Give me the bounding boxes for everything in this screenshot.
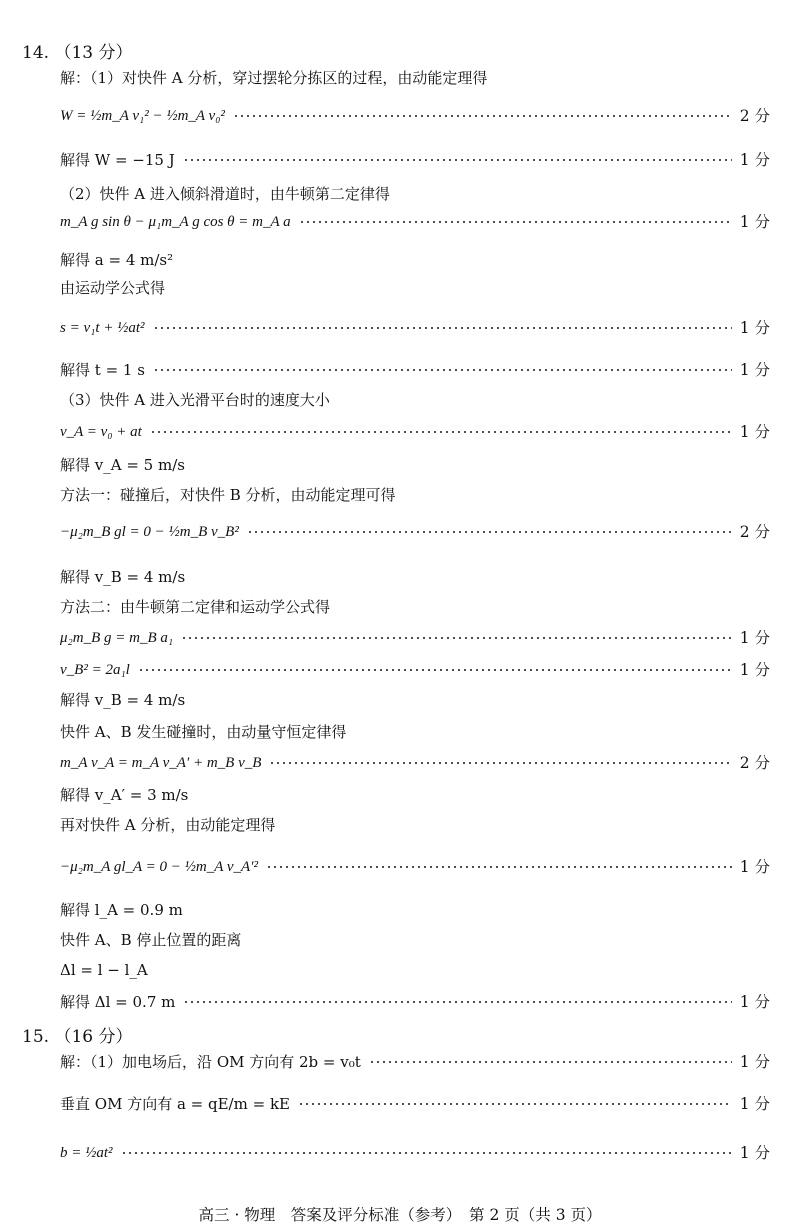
q14-line <box>60 422 770 442</box>
q15-number: 15. <box>22 1027 50 1047</box>
dot-leader <box>299 221 732 223</box>
dot-leader <box>153 369 732 371</box>
score-value: 1 分 <box>739 1095 770 1113</box>
q14-line <box>60 278 770 298</box>
solution-text: 解得 a = 4 m/s² <box>60 251 174 269</box>
dot-leader <box>153 327 732 329</box>
q14-line <box>60 360 770 380</box>
q14-line <box>60 628 770 648</box>
q14-number: 14. <box>22 43 50 63</box>
score-value: 1 分 <box>739 423 770 441</box>
q14-line <box>60 785 770 805</box>
score-value: 2 分 <box>739 754 770 772</box>
q14-line <box>60 753 770 773</box>
solution-text: （3）快件 A 进入光滑平台时的速度大小 <box>60 391 330 409</box>
solution-text: 解：（1）对快件 A 分析，穿过摆轮分拣区的过程，由动能定理得 <box>60 69 488 87</box>
dot-leader <box>121 1152 732 1154</box>
score-value: 1 分 <box>739 1144 770 1162</box>
score-value: 1 分 <box>739 319 770 337</box>
formula-text: m_A g sin θ − μ₁m_A g cos θ = m_A a <box>60 214 291 230</box>
q14-line <box>60 212 770 232</box>
solution-text: （2）快件 A 进入倾斜滑道时，由牛顿第二定律得 <box>60 185 390 203</box>
q15-points: （16 分） <box>54 1027 133 1047</box>
q14-line <box>60 597 770 617</box>
q14-line <box>60 815 770 835</box>
solution-text: Δl = l − l_A <box>60 961 148 979</box>
q14-line <box>60 722 770 742</box>
score-value: 1 分 <box>739 213 770 231</box>
dot-leader <box>183 1001 731 1003</box>
solution-text: 解得 l_A = 0.9 m <box>60 901 183 919</box>
score-value: 2 分 <box>739 107 770 125</box>
q14-points: （13 分） <box>54 43 133 63</box>
formula-text: 解得 t = 1 s <box>60 361 145 379</box>
q15-header <box>22 1022 133 1047</box>
formula-text: s = v₁t + ½at² <box>60 320 145 336</box>
score-value: 1 分 <box>739 661 770 679</box>
score-value: 1 分 <box>739 993 770 1011</box>
score-value: 1 分 <box>739 629 770 647</box>
q14-line <box>60 250 770 270</box>
formula-text: W = ½m_A v₁² − ½m_A v₀² <box>60 108 225 124</box>
dot-leader <box>233 115 732 117</box>
q14-line <box>60 857 770 877</box>
solution-text: 解得 v_A = 5 m/s <box>60 456 185 474</box>
dot-leader <box>138 669 732 671</box>
q15-line <box>60 1052 770 1072</box>
dot-leader <box>298 1103 732 1105</box>
formula-text: −μ₂m_B gl = 0 − ½m_B v_B² <box>60 524 239 540</box>
dot-leader <box>150 431 732 433</box>
formula-text: 解：（1）加电场后，沿 OM 方向有 2b = v₀t <box>60 1053 361 1071</box>
score-value: 2 分 <box>739 523 770 541</box>
score-value: 1 分 <box>739 361 770 379</box>
solution-text: 解得 v_B = 4 m/s <box>60 691 186 709</box>
score-value: 1 分 <box>739 1053 770 1071</box>
q14-line <box>60 930 770 950</box>
dot-leader <box>266 866 732 868</box>
q14-line <box>60 68 770 88</box>
q14-line <box>60 567 770 587</box>
q14-line <box>60 522 770 542</box>
formula-text: 垂直 OM 方向有 a = qE/m = kE <box>60 1095 290 1113</box>
dot-leader <box>247 531 732 533</box>
formula-text: 解得 W = −15 J <box>60 151 175 169</box>
q15-line <box>60 1094 770 1114</box>
page-footer: 高三 · 物理 答案及评分标准（参考） 第 2 页（共 3 页） <box>198 1206 602 1224</box>
formula-text: b = ½at² <box>60 1145 113 1161</box>
formula-text: v_B² = 2a₁l <box>60 662 130 678</box>
solution-text: 解得 v_B = 4 m/s <box>60 568 186 586</box>
q14-line <box>60 390 770 410</box>
solution-text: 快件 A、B 发生碰撞时，由动量守恒定律得 <box>60 723 347 741</box>
q14-line <box>60 485 770 505</box>
formula-text: μ₂m_B g = m_B a₁ <box>60 630 174 646</box>
score-value: 1 分 <box>739 858 770 876</box>
dot-leader <box>181 637 732 639</box>
solution-text: 方法二：由牛顿第二定律和运动学公式得 <box>60 598 331 616</box>
solution-text: 解得 v_A′ = 3 m/s <box>60 786 189 804</box>
q14-line <box>60 455 770 475</box>
q14-line <box>60 960 770 980</box>
q14-line <box>60 992 770 1012</box>
formula-text: m_A v_A = m_A v_A′ + m_B v_B <box>60 755 262 771</box>
formula-text: −μ₂m_A gl_A = 0 − ½m_A v_A′² <box>60 859 258 875</box>
dot-leader <box>183 159 732 161</box>
q14-line <box>60 690 770 710</box>
formula-text: v_A = v₀ + at <box>60 424 142 440</box>
solution-text: 由运动学公式得 <box>60 279 166 297</box>
q15-line <box>60 1143 770 1163</box>
q14-line <box>60 900 770 920</box>
solution-text: 快件 A、B 停止位置的距离 <box>60 931 242 949</box>
solution-text: 再对快件 A 分析，由动能定理得 <box>60 816 276 834</box>
q14-line <box>60 660 770 680</box>
q14-line <box>60 184 770 204</box>
dot-leader <box>269 762 731 764</box>
q14-header <box>22 38 133 63</box>
q14-line <box>60 106 770 126</box>
q14-line <box>60 150 770 170</box>
score-value: 1 分 <box>739 151 770 169</box>
q14-line <box>60 318 770 338</box>
dot-leader <box>369 1061 732 1063</box>
formula-text: 解得 Δl = 0.7 m <box>60 993 176 1011</box>
solution-text: 方法一：碰撞后，对快件 B 分析，由动能定理可得 <box>60 486 396 504</box>
